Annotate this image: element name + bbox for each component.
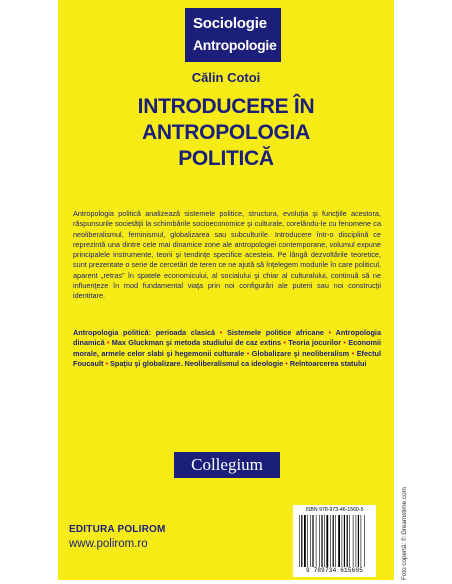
topic-bullet: • [106, 338, 110, 348]
topic-item: Teoria jocurilor [288, 338, 342, 348]
barcode-digits: 9 789734 615605 [305, 567, 363, 574]
title-line-1: INTRODUCERE ÎN [137, 95, 315, 118]
photo-credit: Foto copertă: © Dreamstime.com [401, 487, 408, 580]
topic-item: Economii morale, armele celor slabi şi hegemonii culturale [73, 338, 382, 358]
title-line-2: ANTROPOLOGIA [142, 121, 310, 144]
publisher-name: EDITURA POLIROM [69, 524, 166, 535]
topic-item: Max Gluckman şi metoda studiului de caz extins [111, 338, 282, 348]
book-description: Antropologia politică analizează sistemele politice, structura, evoluţia şi funcţiile acestora, răspunsurile societăţii la schimbările socioeconomice şi culturale, corelându-le cu fenomene ca neoliberalismul, feminismul, globalizarea sau subculturile. Introducere într-o disciplină ce reprezintă una dintre cele mai dinamice zone ale antropologiei contemporane, volumul expune principalele instrumente, teorii şi tendinţe specifice acesteia. Pe lângă dezvoltările teoretice, sunt prezentate o serie de cercetări de teren ce ne ajută să înţelegem modurile în care politicul, aparent „retras” în spatele economicului, al socialului şi chiar al culturalului, continuă să ne influenţeze în mod fundamental viaţa prin noi configurări ale puterii sau noi construcţii identitare. [73, 209, 381, 301]
topic-bullet: • [105, 358, 108, 368]
topic-item: Antropologia politică: perioada clasică [73, 328, 216, 337]
topic-bullet: • [328, 328, 332, 337]
series-label [185, 8, 281, 62]
topic-item: Antropologia dinamică [73, 328, 382, 348]
topic-item: Sistemele politice africane [227, 328, 324, 337]
topic-bullet: • [246, 348, 250, 358]
topic-item: Spaţiu şi globalizare. Neoliberalismul ca ideologie [110, 358, 284, 368]
topic-bullet: • [283, 338, 286, 348]
series-line-2: Antropologie [193, 37, 277, 53]
topic-bullet: • [219, 328, 223, 337]
author-name: Călin Cotoi [191, 70, 261, 85]
collegium-logo: Collegium [174, 452, 280, 478]
topic-item: Efectul Foucault [73, 348, 382, 368]
topic-bullet: • [285, 358, 288, 368]
barcode-icon [298, 515, 371, 567]
publisher-website: www.polirom.ro [69, 538, 148, 550]
topic-item: Reîntoarcerea statului [289, 358, 367, 368]
isbn-barcode-box [293, 505, 376, 577]
topics-list [73, 328, 381, 369]
topic-item: Globalizare şi neoliberalism [251, 348, 350, 358]
series-line-1: Sociologie [193, 15, 267, 32]
back-cover [58, 0, 394, 580]
topic-bullet: • [343, 338, 346, 348]
isbn-number: ISBN 978-973-46-1560-5 [305, 507, 364, 513]
book-title [58, 94, 394, 172]
topic-bullet: • [351, 348, 355, 358]
title-line-3: POLITICĂ [178, 147, 274, 170]
